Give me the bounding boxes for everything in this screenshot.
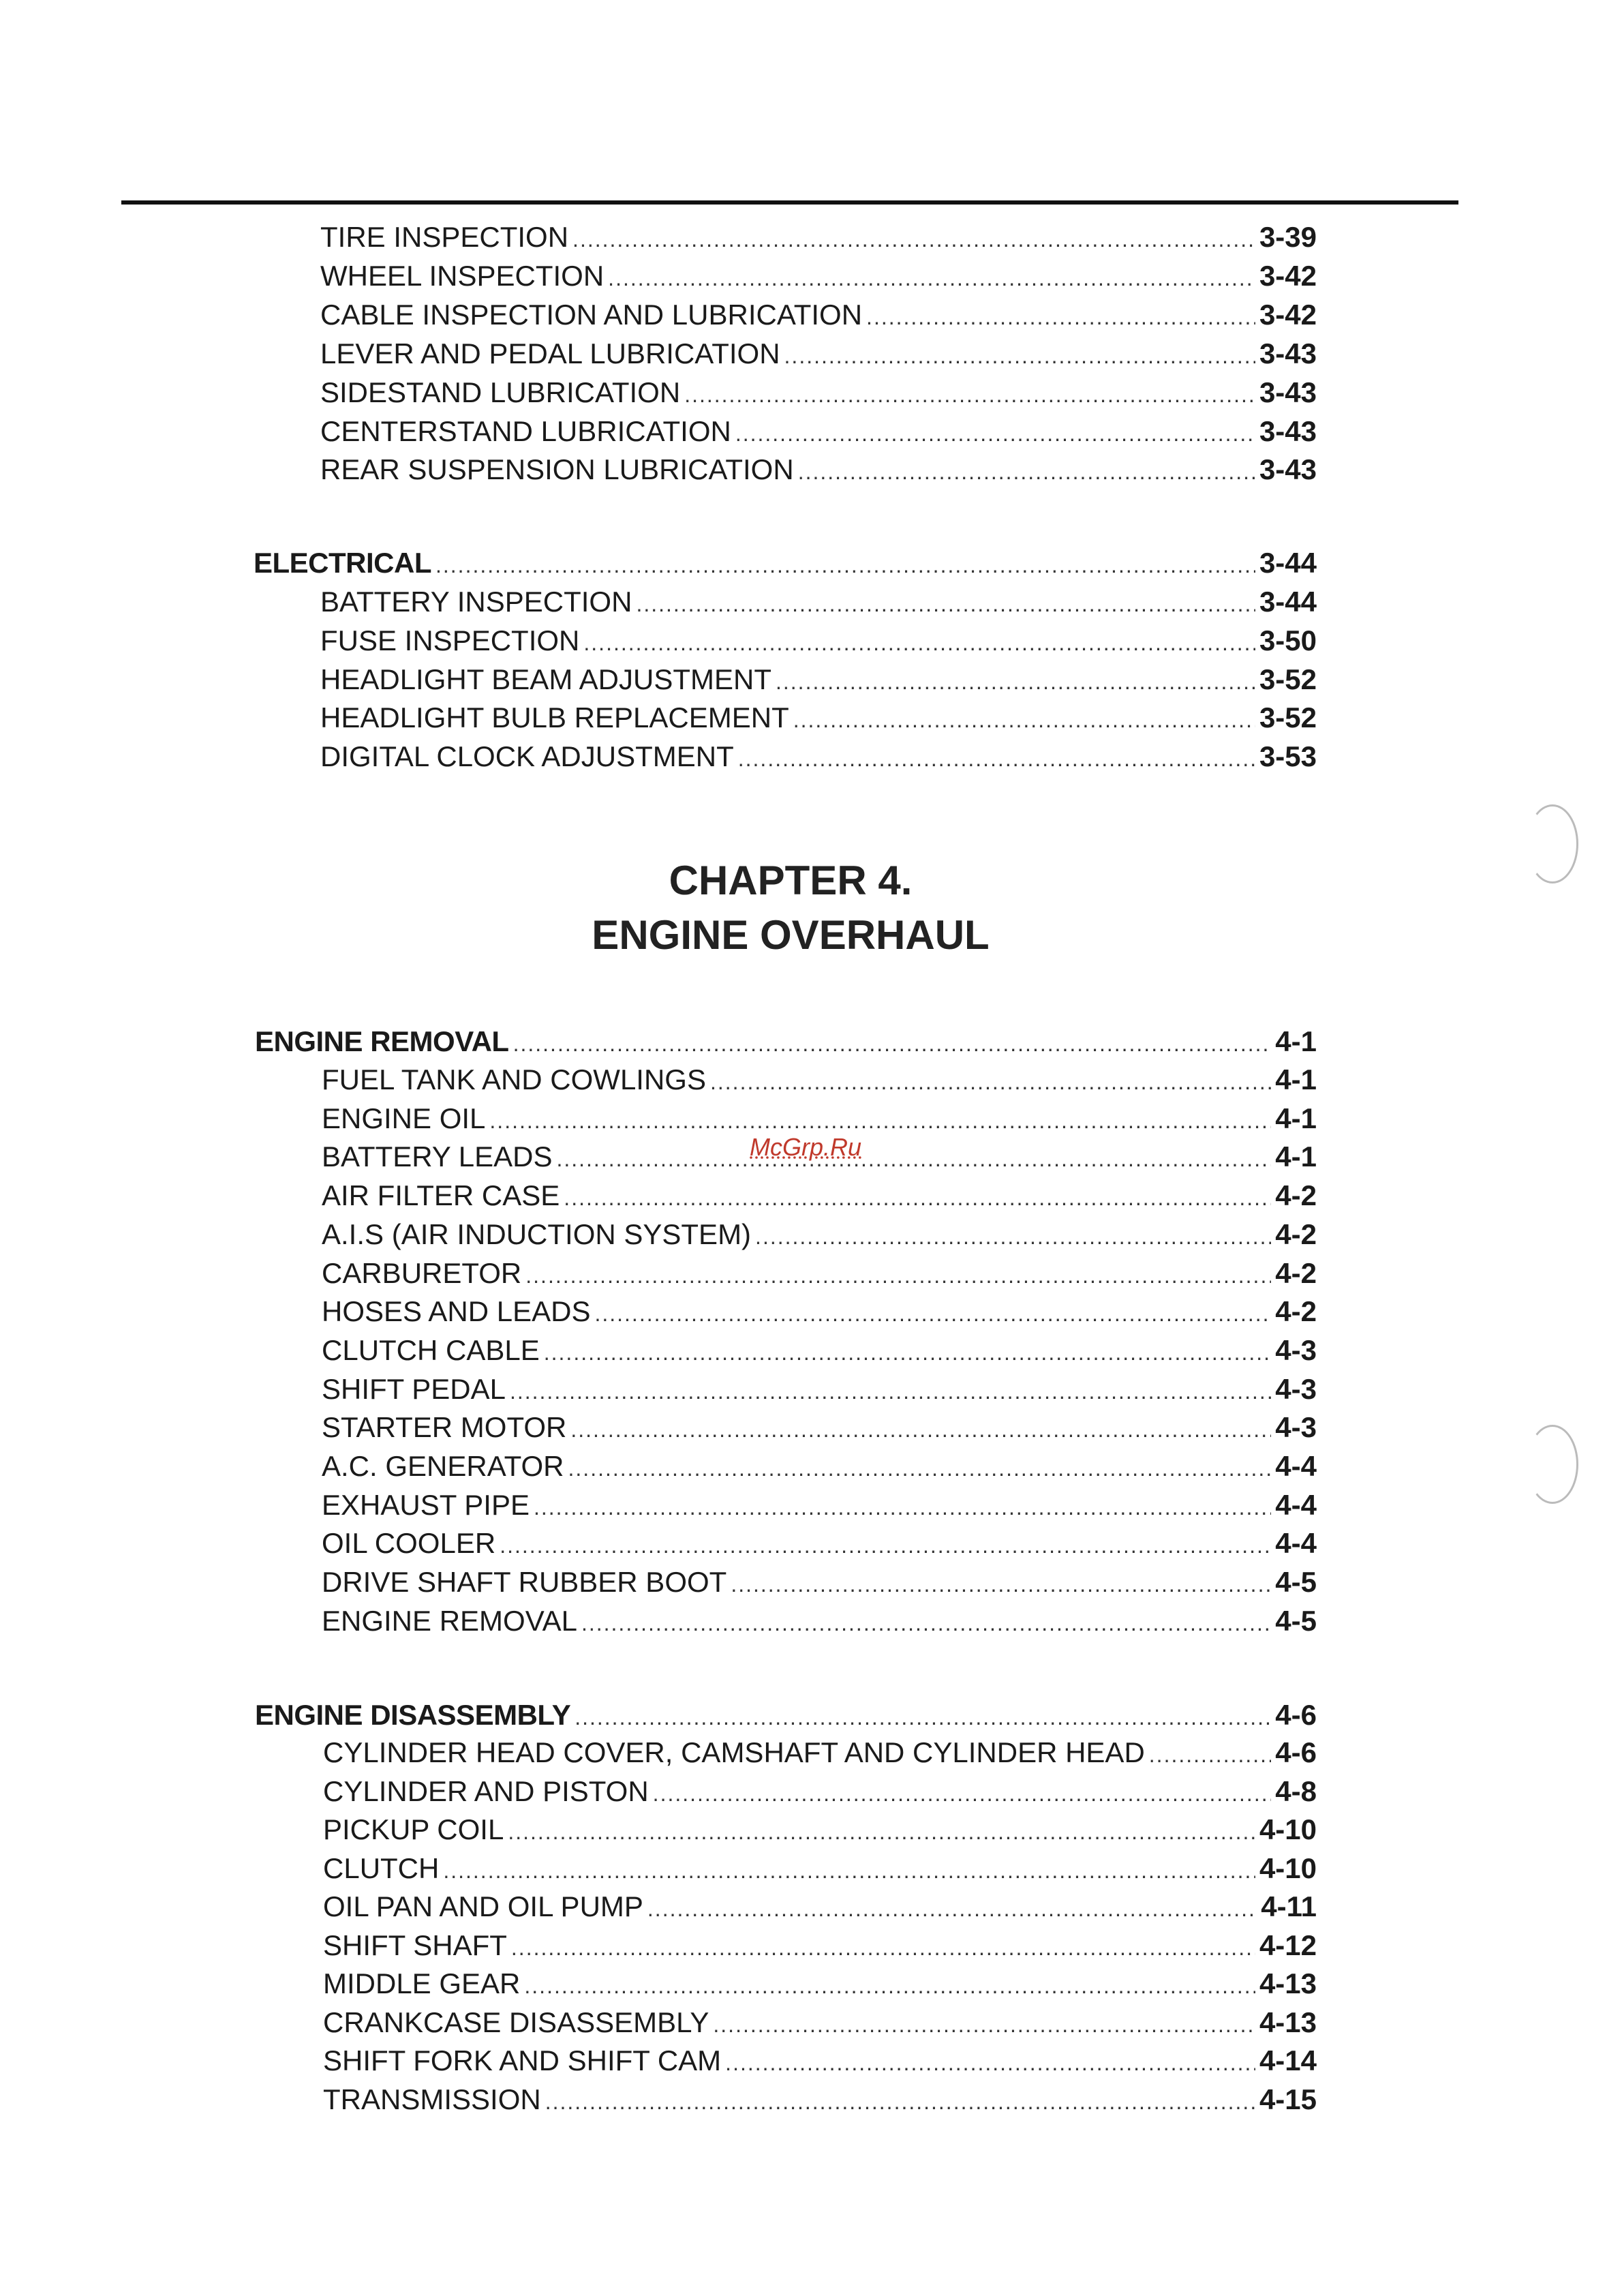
toc-entry-label: CLUTCH CABLE [322, 1334, 540, 1366]
toc-entry-label: FUEL TANK AND COWLINGS [322, 1063, 706, 1096]
toc-entry [322, 1526, 1317, 1563]
page-number: 3-52 [1259, 701, 1317, 734]
dot-leader [489, 1103, 1271, 1138]
toc-entry [323, 1735, 1317, 1772]
toc-entry [322, 1603, 1317, 1641]
toc-entry [322, 1333, 1317, 1370]
page-number: 4-5 [1275, 1566, 1317, 1598]
dot-leader [435, 547, 1255, 583]
dot-leader [731, 1567, 1271, 1602]
dot-leader [508, 1814, 1255, 1849]
toc-entry-label: AIR FILTER CASE [322, 1179, 560, 1211]
page-number: 4-14 [1259, 2044, 1317, 2076]
toc-entry-label: HEADLIGHT BEAM ADJUSTMENT [320, 663, 771, 695]
page-number: 4-1 [1275, 1063, 1317, 1096]
page-number: 4-1 [1275, 1025, 1317, 1057]
punch-hole-bottom [1527, 1425, 1578, 1504]
toc-entry-label: OIL PAN AND OIL PUMP [323, 1890, 643, 1922]
dot-leader [544, 1335, 1272, 1370]
toc-entry-label: TIRE INSPECTION [320, 221, 569, 253]
dot-leader [524, 1968, 1255, 2004]
toc-entry [323, 1774, 1317, 1811]
dot-leader [776, 664, 1255, 699]
toc-entry-label: OIL COOLER [322, 1527, 496, 1559]
page-number: 4-1 [1275, 1141, 1317, 1173]
dot-leader [713, 2007, 1255, 2042]
toc-entry-label: LEVER AND PEDAL LUBRICATION [320, 337, 780, 369]
toc-entry [320, 375, 1317, 412]
toc-entry [320, 297, 1317, 335]
page-number: 4-11 [1261, 1890, 1317, 1922]
dot-leader [510, 1374, 1271, 1409]
page-number: 3-43 [1259, 337, 1317, 369]
page-number: 3-53 [1259, 740, 1317, 772]
dot-leader [798, 454, 1255, 489]
toc-entry [320, 739, 1317, 776]
page-number: 4-4 [1275, 1450, 1317, 1482]
page-number: 3-43 [1259, 453, 1317, 485]
page-number: 3-39 [1259, 221, 1317, 253]
page-number: 4-15 [1259, 2083, 1317, 2115]
toc-entry [323, 2005, 1317, 2042]
toc-entry-label: A.I.S (AIR INDUCTION SYSTEM) [322, 1218, 752, 1250]
dot-leader [793, 702, 1255, 738]
toc-entry-label: ENGINE REMOVAL [322, 1605, 577, 1637]
toc-entry-label: SIDESTAND LUBRICATION [320, 376, 681, 408]
section-heading-label: ENGINE DISASSEMBLY [255, 1699, 571, 1731]
page-number: 4-5 [1275, 1605, 1317, 1637]
dot-leader [500, 1528, 1271, 1563]
page-number: 4-3 [1275, 1411, 1317, 1443]
dot-leader [583, 625, 1255, 661]
section-heading-label: ENGINE REMOVAL [255, 1025, 509, 1057]
toc-entry [323, 2043, 1317, 2081]
dot-leader [568, 1451, 1272, 1486]
toc-entry [322, 1256, 1317, 1293]
toc-entry [320, 220, 1317, 257]
chapter-title: ENGINE OVERHAUL [592, 912, 990, 958]
toc-entry-label: CENTERSTAND LUBRICATION [320, 415, 731, 447]
dot-leader [513, 1026, 1272, 1061]
toc-entry [322, 1449, 1317, 1486]
toc-entry-label: TRANSMISSION [323, 2083, 541, 2115]
dot-leader [738, 741, 1255, 776]
toc-entry-label: WHEEL INSPECTION [320, 260, 605, 292]
toc-entry-label: CARBURETOR [322, 1257, 522, 1289]
page-number: 4-4 [1275, 1527, 1317, 1559]
dot-leader [594, 1296, 1271, 1331]
dot-leader [575, 1700, 1271, 1735]
chapter-number: CHAPTER 4. [669, 858, 913, 903]
dot-leader [608, 260, 1255, 296]
toc-entry [323, 1889, 1317, 1927]
page-number: 4-10 [1259, 1852, 1317, 1884]
page-number: 4-2 [1275, 1295, 1317, 1327]
toc-entry [322, 1062, 1317, 1100]
toc-entry-label: REAR SUSPENSION LUBRICATION [320, 453, 794, 485]
dot-leader [735, 416, 1255, 451]
toc-entry-label: EXHAUST PIPE [322, 1489, 530, 1521]
toc-entry-label: BATTERY INSPECTION [320, 586, 632, 618]
toc-entry-label: DIGITAL CLOCK ADJUSTMENT [320, 740, 734, 772]
toc-entry-label: SHIFT SHAFT [323, 1929, 507, 1961]
dot-leader [1149, 1737, 1272, 1772]
page-number: 3-44 [1259, 586, 1317, 618]
toc-entry [320, 584, 1317, 622]
toc-entry-label: CYLINDER HEAD COVER, CAMSHAFT AND CYLINDER HEAD [323, 1736, 1145, 1768]
dot-leader [636, 586, 1255, 622]
dot-leader [581, 1605, 1271, 1641]
toc-entry-label: PICKUP COIL [323, 1813, 504, 1845]
dot-leader [572, 222, 1255, 257]
page-number: 4-2 [1275, 1257, 1317, 1289]
dot-leader [784, 338, 1255, 374]
dot-leader [570, 1412, 1271, 1447]
dot-leader [755, 1219, 1271, 1254]
dot-leader [525, 1258, 1271, 1293]
page-number: 3-44 [1259, 547, 1317, 579]
dot-leader [545, 2084, 1255, 2119]
toc-entry-label: CYLINDER AND PISTON [323, 1775, 649, 1807]
page-number: 4-4 [1275, 1489, 1317, 1521]
toc-entry [322, 1487, 1317, 1525]
toc-entry [323, 1851, 1317, 1888]
page-number: 4-2 [1275, 1179, 1317, 1211]
toc-entry [322, 1565, 1317, 1602]
page-number: 4-10 [1259, 1813, 1317, 1845]
page-number: 3-42 [1259, 299, 1317, 331]
toc-entry [320, 662, 1317, 699]
toc-entry-label: STARTER MOTOR [322, 1411, 567, 1443]
toc-entry-label: DRIVE SHAFT RUBBER BOOT [322, 1566, 727, 1598]
dot-leader [710, 1064, 1271, 1100]
page-number: 4-12 [1259, 1929, 1317, 1961]
toc-entry-label: FUSE INSPECTION [320, 624, 580, 656]
page-number: 3-50 [1259, 624, 1317, 656]
dot-leader [647, 1891, 1257, 1927]
toc-entry-label: CLUTCH [323, 1852, 440, 1884]
toc-entry [323, 1966, 1317, 2004]
toc-entry [323, 1812, 1317, 1849]
section-heading-engine-removal [255, 1024, 1317, 1061]
toc-entry [320, 452, 1317, 489]
dot-leader [564, 1180, 1271, 1215]
page-number: 4-13 [1259, 1967, 1317, 1999]
toc-entry [320, 336, 1317, 374]
punch-hole-top [1527, 804, 1578, 883]
toc-entry-label: CABLE INSPECTION AND LUBRICATION [320, 299, 863, 331]
page-number: 4-2 [1275, 1218, 1317, 1250]
section-heading-label: ELECTRICAL [254, 547, 431, 579]
toc-entry [322, 1410, 1317, 1447]
watermark: McGrp.Ru [750, 1133, 862, 1161]
toc-entry [320, 414, 1317, 451]
toc-entry-label: HOSES AND LEADS [322, 1295, 591, 1327]
dot-leader [534, 1490, 1271, 1525]
top-rule [121, 200, 1458, 205]
toc-entry [323, 1928, 1317, 1965]
dot-leader [653, 1776, 1272, 1811]
toc-entry [323, 2082, 1317, 2119]
section-heading-electrical [254, 545, 1317, 583]
section-heading-engine-disassembly [255, 1697, 1317, 1735]
dot-leader [443, 1853, 1255, 1888]
toc-entry [320, 623, 1317, 661]
toc-entry [322, 1217, 1317, 1254]
page-number: 4-6 [1275, 1699, 1317, 1731]
toc-entry-label: SHIFT PEDAL [322, 1373, 506, 1405]
toc-entry [322, 1372, 1317, 1409]
dot-leader [511, 1930, 1255, 1965]
dot-leader [866, 299, 1255, 335]
toc-entry [322, 1178, 1317, 1215]
page-number: 3-43 [1259, 415, 1317, 447]
page-number: 4-3 [1275, 1334, 1317, 1366]
page-number: 4-3 [1275, 1373, 1317, 1405]
toc-entry [320, 258, 1317, 296]
dot-leader [725, 2045, 1255, 2081]
page-number: 3-43 [1259, 376, 1317, 408]
page-number: 4-1 [1275, 1102, 1317, 1134]
page-number: 4-8 [1275, 1775, 1317, 1807]
toc-entry-label: MIDDLE GEAR [323, 1967, 521, 1999]
page-number: 3-42 [1259, 260, 1317, 292]
toc-entry [320, 700, 1317, 738]
toc-entry-label: SHIFT FORK AND SHIFT CAM [323, 2044, 722, 2076]
page-number: 4-13 [1259, 2006, 1317, 2038]
dot-leader [556, 1141, 1271, 1177]
toc-entry-label: BATTERY LEADS [322, 1141, 553, 1173]
dot-leader [684, 377, 1255, 412]
toc-entry-label: ENGINE OIL [322, 1102, 486, 1134]
toc-entry-label: HEADLIGHT BULB REPLACEMENT [320, 701, 789, 734]
page-number: 4-6 [1275, 1736, 1317, 1768]
toc-entry [322, 1294, 1317, 1331]
toc-entry-label: A.C. GENERATOR [322, 1450, 564, 1482]
toc-entry-label: CRANKCASE DISASSEMBLY [323, 2006, 709, 2038]
page-number: 3-52 [1259, 663, 1317, 695]
